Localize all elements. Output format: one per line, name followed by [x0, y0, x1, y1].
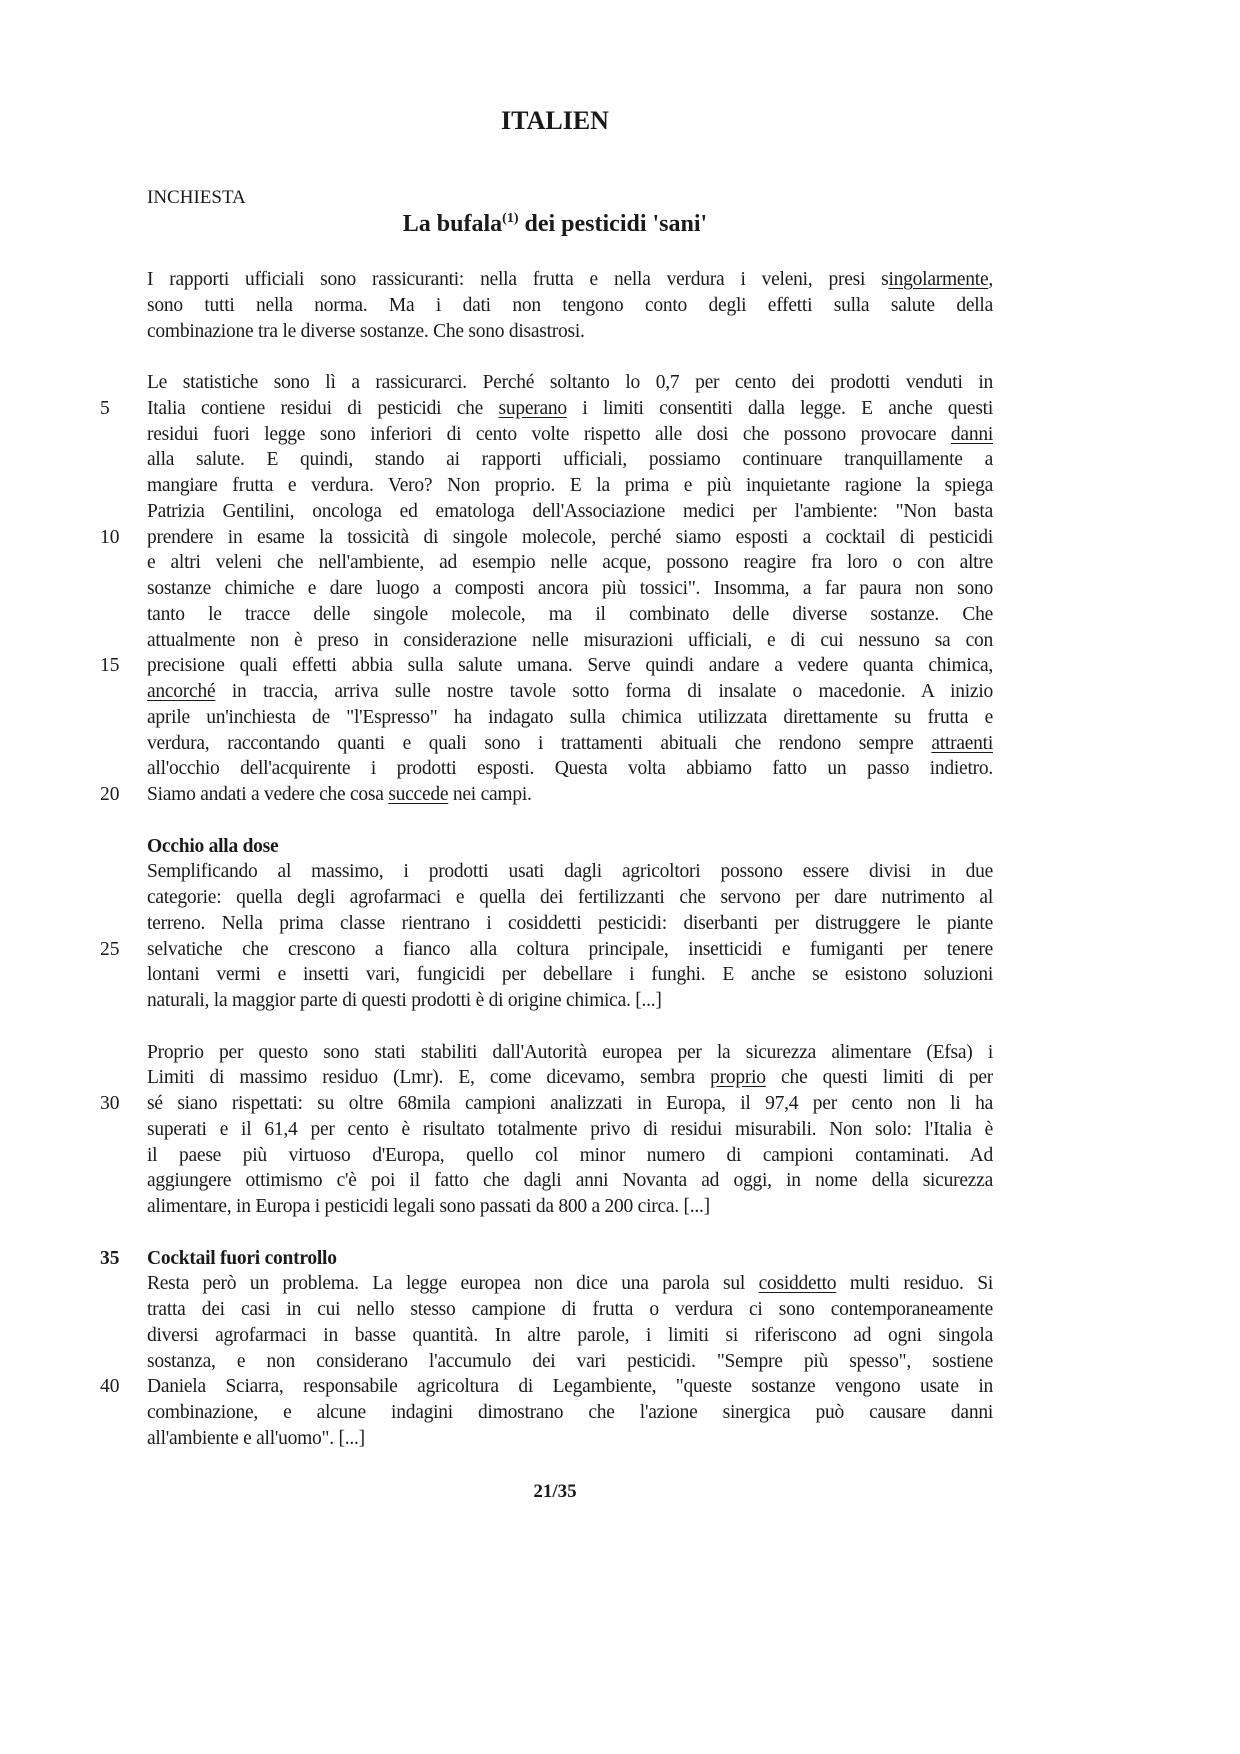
text-line: [100, 1091, 993, 1117]
text-line: [147, 1323, 993, 1349]
text-line: [147, 885, 993, 911]
text-segment: e altri veleni che nell'ambiente, ad esempio nelle acque, possono reagire fra loro o con altre: [147, 552, 993, 574]
text-segment: Semplificando al massimo, i prodotti usati dagli agricoltori possono essere divisi in due: [147, 861, 993, 883]
text-segment: multi residuo. Si: [836, 1273, 993, 1295]
blank-line: [147, 1014, 993, 1040]
text-line: [100, 396, 993, 422]
text-segment: alimentare, in Europa i pesticidi legali sono passati da 800 a 200 circa. [...]: [147, 1196, 710, 1217]
text-segment: Occhio alla dose: [147, 835, 279, 857]
underlined-word: superano: [498, 397, 567, 419]
text-segment: alla salute. E quindi, stando ai rapporti ufficiali, possiamo continuare tranquillamente a: [147, 449, 993, 471]
text-segment: Resta però un problema. La legge europea non dice una parola sul: [147, 1273, 759, 1295]
text-line: [147, 1040, 993, 1066]
text-line: [147, 602, 993, 628]
underlined-word: ingolarmente: [888, 269, 989, 290]
text-line: [147, 1194, 993, 1220]
text-line: [147, 705, 993, 731]
page-number: 21/35: [533, 1481, 577, 1502]
text-line: [147, 1271, 993, 1297]
line-number: 20: [100, 784, 120, 805]
text-line: [147, 1426, 993, 1452]
text-line: [147, 756, 993, 782]
text-segment: diversi agrofarmaci in basse quantità. In altre parole, i limiti si riferiscono ad ogni singola: [147, 1324, 993, 1346]
blank-line: [147, 344, 993, 370]
line-number: 5: [100, 397, 110, 419]
text-line: [147, 1400, 993, 1426]
text-segment: lontani vermi e insetti vari, fungicidi per debellare i funghi. E anche se esistono soluzioni: [147, 964, 993, 986]
text-segment: terreno. Nella prima classe rientrano i cosiddetti pesticidi: diserbanti per distruggere le piante: [147, 912, 993, 934]
text-line: [147, 962, 993, 988]
text-segment: attualmente non è preso in considerazione nelle misurazioni ufficiali, e di cui nessuno sa con: [147, 629, 993, 651]
blank-line: [147, 1220, 993, 1246]
text-segment: Siamo andati a vedere che cosa: [147, 784, 389, 805]
text-line: [100, 525, 993, 551]
text-segment: il paese più virtuoso d'Europa, quello col minor numero di campioni contaminati. Ad: [147, 1144, 993, 1166]
underlined-word: cosiddetto: [758, 1273, 837, 1295]
text-line: [147, 293, 993, 319]
text-segment: sé siano rispettati: su oltre 68mila campioni analizzati in Europa, il 97,4 per cento non li ha: [147, 1093, 993, 1114]
text-line: [147, 499, 993, 525]
text-line: [147, 1143, 993, 1169]
text-line: [147, 1349, 993, 1375]
text-line: [147, 1117, 993, 1143]
text-line: [147, 576, 993, 602]
text-line: [147, 473, 993, 499]
line-number: 35: [100, 1247, 120, 1269]
text-segment: Limiti di massimo residuo (Lmr). E, come dicevamo, sembra: [147, 1067, 711, 1089]
text-segment: sostanze chimiche e dare luogo a composti ancora più tossici". Insomma, a far paura non sono: [147, 578, 993, 599]
rubric-label: INCHIESTA: [147, 187, 246, 208]
text-segment: categorie: quella degli agrofarmaci e quella dei fertilizzanti che servono per dare nutrimento al: [147, 887, 993, 908]
text-segment: i limiti consentiti dalla legge. E anche questi: [566, 397, 993, 419]
text-segment: selvatiche che crescono a fianco alla coltura principale, insetticidi e fumiganti per tenere: [147, 938, 993, 960]
text-segment: mangiare frutta e verdura. Vero? Non proprio. E la prima e più inquietante ragione la spiega: [147, 475, 993, 496]
text-line: [147, 679, 993, 705]
text-line: [147, 447, 993, 473]
text-segment: Daniela Sciarra, responsabile agricoltura di Legambiente, "queste sostanze vengono usate in: [147, 1376, 993, 1398]
line-number: 25: [100, 938, 120, 960]
text-segment: naturali, la maggior parte di questi prodotti è di origine chimica. [...]: [147, 990, 662, 1011]
text-line: [147, 370, 993, 396]
text-segment: all'ambiente e all'uomo". [...]: [147, 1427, 365, 1449]
text-segment: tanto le tracce delle singole molecole, ma il combinato delle diverse sostanze. Che: [147, 603, 993, 625]
text-line: [147, 731, 993, 757]
text-line: [147, 267, 993, 293]
underlined-word: succede: [388, 784, 449, 805]
text-line: [147, 859, 993, 885]
article-body: [100, 267, 994, 1452]
line-number: 30: [100, 1093, 120, 1114]
underlined-word: proprio: [710, 1067, 766, 1089]
subheading: [100, 1246, 993, 1272]
text-segment: Le statistiche sono lì a rassicurarci. Perché soltanto lo 0,7 per cento dei prodotti venduti in: [147, 372, 993, 393]
article-title: [0, 211, 1110, 238]
footnote-marker: (1): [502, 211, 519, 226]
text-segment: tratta dei casi in cui nello stesso campione di frutta o verdura ci sono contemporaneamente: [147, 1299, 993, 1320]
text-segment: che questi limiti di per: [765, 1067, 994, 1089]
text-segment: sono tutti nella norma. Ma i dati non tengono conto degli effetti sulla salute della: [147, 294, 993, 316]
title-text-end: dei pesticidi 'sani': [518, 211, 708, 237]
text-segment: verdura, raccontando quanti e quali sono i trattamenti abituali che rendono sempre: [147, 732, 932, 754]
text-segment: Cocktail fuori controllo: [147, 1247, 337, 1269]
text-segment: combinazione tra le diverse sostanze. Che sono disastrosi.: [147, 320, 585, 342]
text-segment: aggiungere ottimismo c'è poi il fatto che dagli anni Novanta ad oggi, in nome della sicurezza: [147, 1170, 993, 1192]
section-heading: ITALIEN: [501, 106, 609, 135]
text-segment: in traccia, arriva sulle nostre tavole sotto forma di insalate o macedonie. A inizio: [215, 681, 993, 702]
text-line: [147, 550, 993, 576]
text-segment: I rapporti ufficiali sono rassicuranti: nella frutta e nella verdura i veleni, presi s: [147, 269, 889, 290]
text-line: [147, 1065, 993, 1091]
underlined-word: attraenti: [931, 732, 993, 754]
text-line: [147, 911, 993, 937]
underlined-word: danni: [950, 423, 993, 445]
line-number: 40: [100, 1376, 120, 1398]
text-segment: Proprio per questo sono stati stabiliti dall'Autorità europea per la sicurezza alimentare (Efsa) i: [147, 1041, 993, 1063]
text-segment: prendere in esame la tossicità di singole molecole, perché siamo esposti a cocktail di pesticidi: [147, 526, 993, 548]
text-line: [147, 422, 993, 448]
blank-line: [147, 808, 993, 834]
text-line: [100, 937, 993, 963]
text-segment: Patrizia Gentilini, oncologa ed ematologa dell'Associazione medici per l'ambiente: "Non basta: [147, 500, 993, 522]
text-line: [147, 1168, 993, 1194]
text-line: [100, 782, 993, 808]
text-segment: nei campi.: [448, 784, 532, 805]
text-segment: Italia contiene residui di pesticidi che: [147, 397, 499, 419]
text-segment: all'occhio dell'acquirente i prodotti esposti. Questa volta abbiamo fatto un passo indietro.: [147, 758, 993, 780]
text-segment: aprile un'inchiesta de "l'Espresso" ha indagato sulla chimica utilizzata direttamente su frutta e: [147, 706, 993, 728]
text-line: [147, 988, 993, 1014]
title-text: La bufala: [402, 211, 503, 237]
subheading: [147, 834, 993, 860]
text-line: [100, 653, 993, 679]
text-line: [147, 628, 993, 654]
text-segment: ,: [988, 269, 993, 290]
text-segment: sostanza, e non considerano l'accumulo dei vari pesticidi. "Sempre più spesso", sostiene: [147, 1350, 993, 1372]
line-number: 10: [100, 526, 120, 548]
text-segment: superati e il 61,4 per cento è risultato totalmente privo di residui misurabili. Non solo: l'Italia è: [147, 1118, 993, 1140]
text-line: [147, 319, 993, 345]
text-segment: combinazione, e alcune indagini dimostrano che l'azione sinergica può causare danni: [147, 1402, 993, 1423]
text-line: [147, 1297, 993, 1323]
text-line: [100, 1374, 993, 1400]
text-segment: precisione quali effetti abbia sulla salute umana. Serve quindi andare a vedere quanta chimica,: [147, 655, 993, 677]
text-segment: residui fuori legge sono inferiori di cento volte rispetto alle dosi che possono provocare: [147, 423, 951, 445]
line-number: 15: [100, 655, 120, 677]
underlined-word: ancorché: [147, 681, 216, 702]
